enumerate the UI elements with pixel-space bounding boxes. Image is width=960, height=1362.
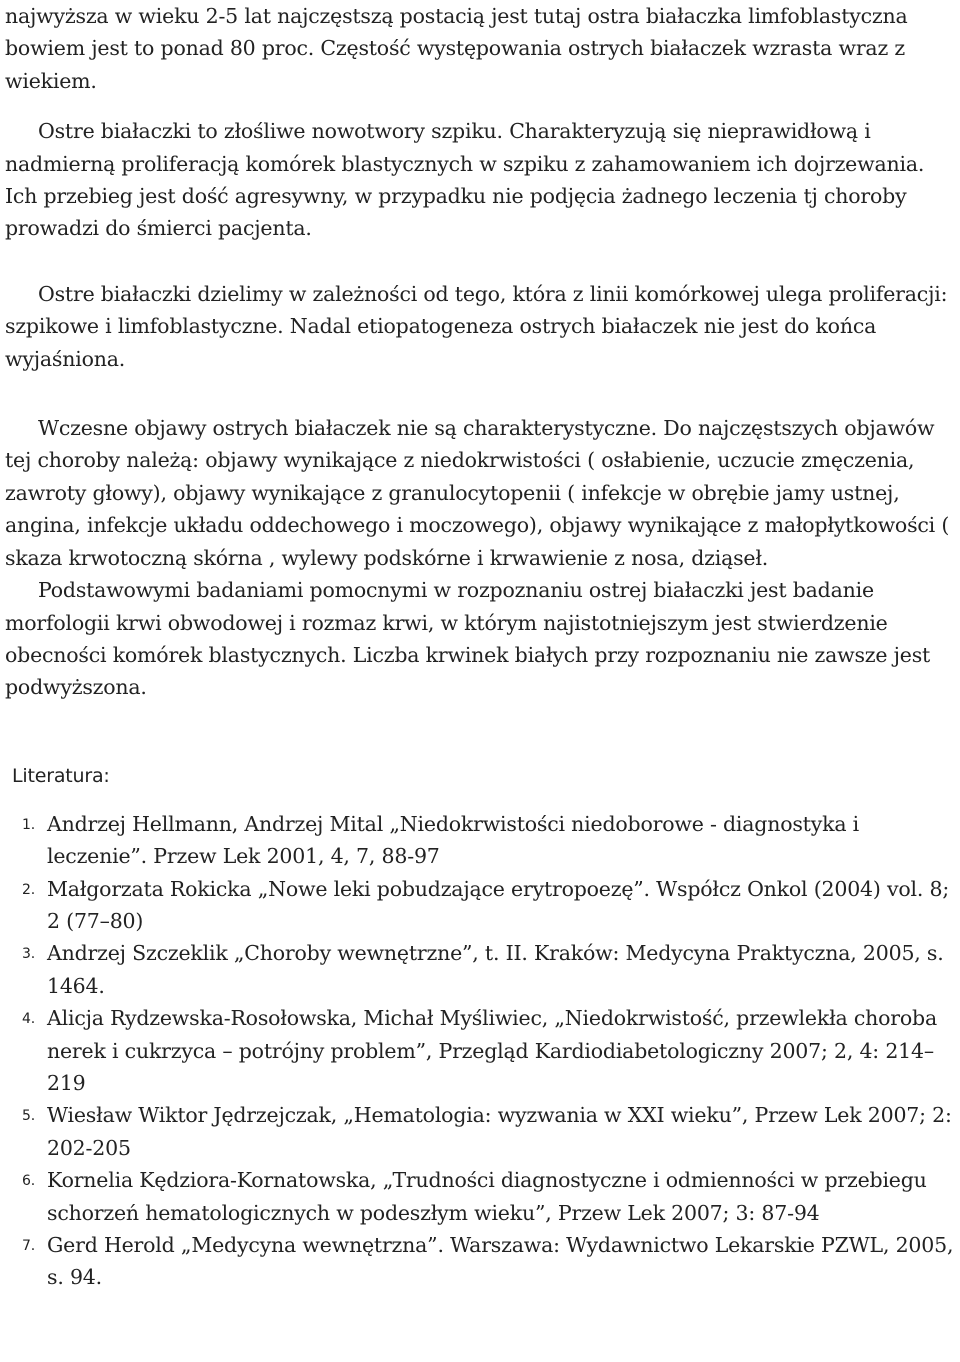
literature-item bbox=[5, 1002, 960, 1099]
literature-item-text: Alicja Rydzewska-Rosołowska, Michał Myśliwiec, „Niedokrwistość, przewlekła choroba nerek i cukrzyca – potrójny problem”, Przegląd Kardiodiabetologiczny 2007; 2, 4: 214–219 bbox=[47, 1006, 937, 1095]
literature-item-text: Andrzej Szczeklik „Choroby wewnętrzne”, t. II. Kraków: Medycyna Praktyczna, 2005, s. 1464. bbox=[47, 941, 944, 998]
literature-item bbox=[5, 1229, 960, 1294]
literature-item-number: 5. bbox=[22, 1108, 35, 1125]
literature-item-number: 2. bbox=[22, 881, 35, 898]
paragraph-diagnostics: Podstawowymi badaniami pomocnymi w rozpoznaniu ostrej białaczki jest badanie morfologii krwi obwodowej i rozmaz krwi, w którym najistotniejszym jest stwierdzenie obecności komórek blastycznych. Liczba krwinek białych przy rozpoznaniu nie zawsze jest podwyższona. bbox=[5, 578, 931, 700]
literature-item-number: 4. bbox=[22, 1011, 35, 1028]
literature-item-text: Andrzej Hellmann, Andrzej Mital „Niedokrwistości niedoborowe - diagnostyka i leczenie”. Przew Lek 2001, 4, 7, 88-97 bbox=[47, 811, 860, 869]
paragraph-symptoms: Wczesne objawy ostrych białaczek nie są charakterystyczne. Do najczęstszych objawów tej choroby należą: objawy wynikające z niedokrwistości ( osłabienie, uczucie zmęczenia, zawroty głowy), objawy wynikające z granulocytopenii ( infekcje w obrębie jamy ustnej, angina, infekcje układu oddechowego i moczowego), objawy wynikające z małopłytkowości ( skaza krwotoczną skórna , wylewy podskórne i krwawienie z nosa, dziąseł. bbox=[5, 416, 950, 570]
document-page bbox=[5, 0, 960, 1294]
paragraph-definition: Ostre białaczki to złośliwe nowotwory szpiku. Charakteryzują się nieprawidłową i nadmierną proliferacją komórek blastycznych w szpiku z zahamowaniem ich dojrzewania. Ich przebieg jest dość agresywny, w przypadku nie podjęcia żadnego leczenia tj choroby prowadzi do śmierci pacjenta. bbox=[5, 119, 925, 241]
literature-item bbox=[5, 1099, 960, 1164]
literature-item bbox=[5, 1164, 960, 1229]
literature-item bbox=[5, 937, 960, 1002]
literature-item-text: Gerd Herold „Medycyna wewnętrzna”. Warszawa: Wydawnictwo Lekarskie PZWL, 2005, s. 94. bbox=[47, 1233, 954, 1290]
literature-item-text: Kornelia Kędziora-Kornatowska, „Trudności diagnostyczne i odmienności w przebiegu schorzeń hematologicznych w podeszłym wieku”, Przew Lek 2007; 3: 87-94 bbox=[47, 1168, 927, 1225]
literature-item-text: Małgorzata Rokicka „Nowe leki pobudzające erytropoezę”. Współcz Onkol (2004) vol. 8; 2 (77–80) bbox=[47, 876, 950, 933]
literature-item-number: 6. bbox=[22, 1173, 35, 1190]
paragraph-intro: najwyższa w wieku 2-5 lat najczęstszą postacią jest tutaj ostra białaczka limfoblastyczna bowiem jest to ponad 80 proc. Częstość występowania ostrych białaczek wzrasta wraz z wiekiem. bbox=[5, 4, 908, 93]
literature-heading: Literatura: bbox=[12, 764, 110, 787]
paragraph-classification: Ostre białaczki dzielimy w zależności od tego, która z linii komórkowej ulega proliferacji: szpikowe i limfoblastyczne. Nadal etiopatogeneza ostrych białaczek nie jest do końca wyjaśniona. bbox=[5, 281, 948, 371]
literature-item-number: 3. bbox=[22, 946, 35, 963]
literature-item-number: 1. bbox=[22, 816, 35, 833]
literature-item bbox=[5, 808, 960, 873]
literature-item-number: 7. bbox=[22, 1238, 35, 1254]
literature-item bbox=[5, 873, 960, 938]
literature-list bbox=[5, 808, 960, 1294]
literature-item-text: Wiesław Wiktor Jędrzejczak, „Hematologia: wyzwania w XXI wieku”, Przew Lek 2007; 2: 202-205 bbox=[47, 1103, 952, 1160]
